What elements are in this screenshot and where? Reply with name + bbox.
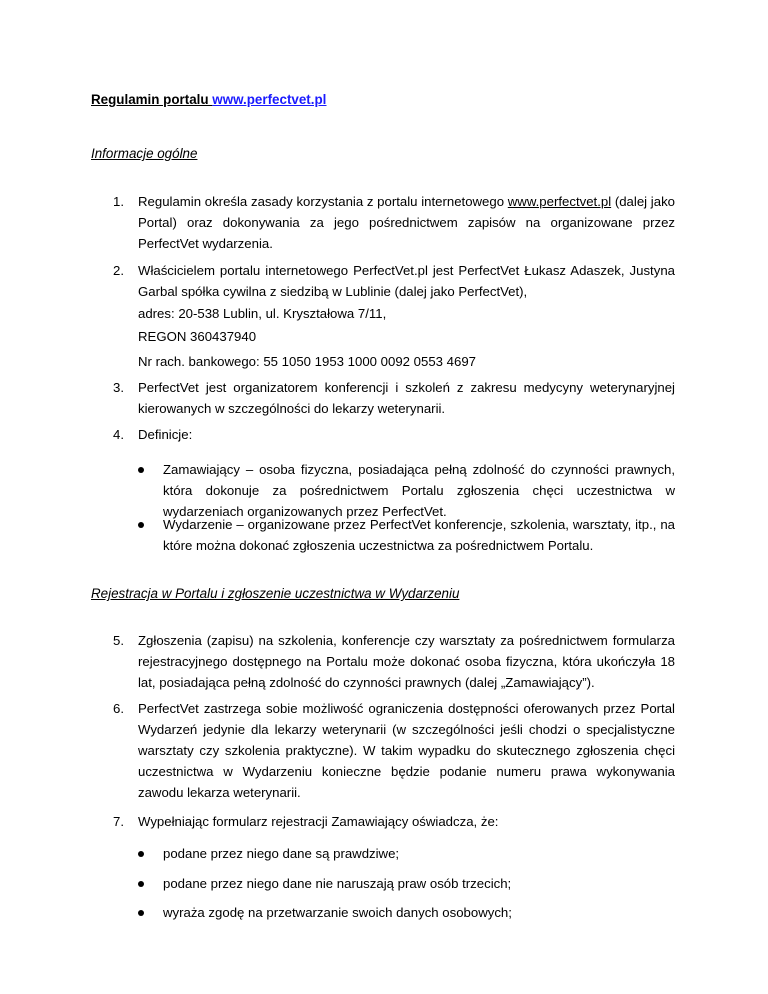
declaration-bullet	[138, 873, 675, 894]
portal-url-link[interactable]: www.perfectvet.pl	[507, 194, 612, 209]
page-title	[91, 92, 326, 107]
bullet-icon	[138, 910, 144, 916]
bullet-text: wyraża zgodę na przetwarzanie swoich danych osobowych;	[163, 905, 512, 920]
bullet-icon	[138, 467, 144, 473]
bullet-text: podane przez niego dane nie naruszają praw osób trzecich;	[163, 876, 512, 891]
item-1-text-before: Regulamin określa zasady korzystania z portalu internetowego	[138, 194, 508, 209]
item-text: PerfectVet jest organizatorem konferencji i szkoleń z zakresu medycyny weterynaryjnej kierowanych w szczególności do lekarzy weterynarii.	[138, 380, 675, 416]
owner-bank-account: Nr rach. bankowego: 55 1050 1953 1000 0092 0553 4697	[138, 354, 477, 369]
bullet-text: Zamawiający – osoba fizyczna, posiadająca pełną zdolność do czynności prawnych, która dokonuje za pośrednictwem Portalu zgłoszenia chęci uczestnictwa w wydarzeniach organizowanych przez PerfectVet.	[163, 462, 675, 519]
item-number: 7.	[113, 814, 124, 829]
item-number: 1.	[113, 194, 124, 209]
list-item-6	[113, 698, 675, 803]
section-heading-registration: Rejestracja w Portalu i zgłoszenie uczestnictwa w Wydarzeniu	[91, 586, 460, 601]
bullet-icon	[138, 881, 144, 887]
item-1-text-after: (dalej jako Portal) oraz dokonywania za jego pośrednictwem zapisów na organizowane przez PerfectVet wydarzenia.	[138, 194, 675, 251]
item-text	[138, 191, 675, 254]
owner-regon: REGON 360437940	[138, 329, 257, 344]
declaration-bullet	[138, 902, 675, 923]
list-item-1	[113, 191, 675, 254]
definition-bullet	[138, 459, 675, 522]
item-number: 5.	[113, 633, 124, 648]
section-heading-general: Informacje ogólne	[91, 146, 198, 161]
item-number: 4.	[113, 427, 124, 442]
item-text: Definicje:	[138, 427, 193, 442]
bullet-icon	[138, 851, 144, 857]
list-item-5	[113, 630, 675, 693]
declaration-bullet	[138, 843, 675, 864]
list-item-4	[113, 424, 675, 445]
list-item-3	[113, 377, 675, 419]
bullet-text: podane przez niego dane są prawdziwe;	[163, 846, 400, 861]
item-text: Wypełniając formularz rejestracji Zamawiający oświadcza, że:	[138, 814, 499, 829]
list-item-2	[113, 260, 675, 302]
item-number: 3.	[113, 380, 124, 395]
title-prefix: Regulamin portalu	[91, 92, 213, 107]
item-text: PerfectVet zastrzega sobie możliwość ograniczenia dostępności oferowanych przez Portal Wydarzeń jedynie dla lekarzy weterynarii (w szczególności jeśli chodzi o specjalistyczne warsztaty czy szkolenia praktyczne). W takim wypadku do skutecznego zgłoszenia chęci uczestnictwa w Wydarzeniu konieczne będzie podanie numeru prawa wykonywania zawodu lekarza weterynarii.	[138, 701, 675, 800]
definition-bullet	[138, 514, 675, 556]
bullet-icon	[138, 522, 144, 528]
owner-address: adres: 20-538 Lublin, ul. Kryształowa 7/11,	[138, 306, 387, 321]
list-item-7	[113, 811, 675, 832]
item-text: Zgłoszenia (zapisu) na szkolenia, konferencje czy warsztaty za pośrednictwem formularza rejestracyjnego dostępnego na Portalu może dokonać osoba fizyczna, która ukończyła 18 lat, posiadająca pełną zdolność do czynności prawnych (dalej „Zamawiający”).	[138, 633, 675, 690]
item-number: 2.	[113, 263, 124, 278]
bullet-text: Wydarzenie – organizowane przez PerfectVet konferencje, szkolenia, warsztaty, itp., na które można dokonać zgłoszenia uczestnictwa za pośrednictwem Portalu.	[163, 517, 675, 553]
item-number: 6.	[113, 701, 124, 716]
portal-link[interactable]: www.perfectvet.pl	[212, 92, 327, 107]
item-text: Właścicielem portalu internetowego PerfectVet.pl jest PerfectVet Łukasz Adaszek, Justyna Garbal spółka cywilna z siedzibą w Lublinie (dalej jako PerfectVet),	[138, 263, 675, 299]
